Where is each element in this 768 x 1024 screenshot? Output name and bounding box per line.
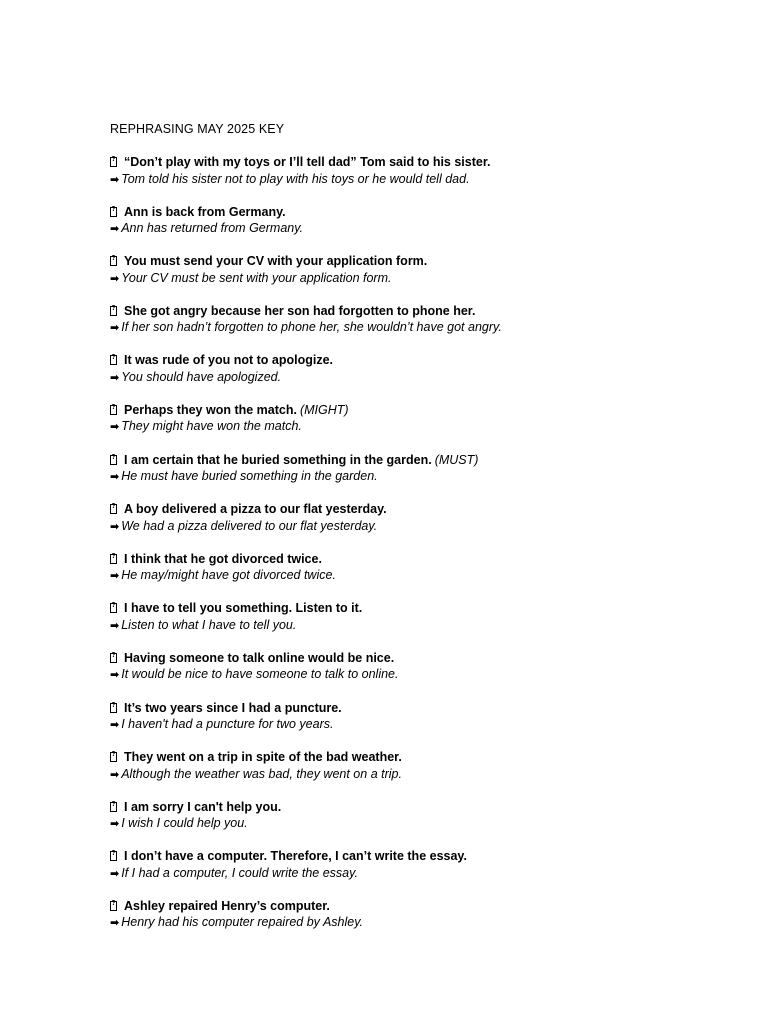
question-line: [110, 650, 730, 667]
arrow-right-icon: ➡: [110, 470, 120, 484]
question-line: [110, 303, 730, 320]
question-line: [110, 452, 730, 469]
question-text: I don’t have a computer. Therefore, I can’t write the essay.: [124, 849, 467, 864]
missing-glyph-icon: [110, 901, 117, 911]
question-line: [110, 501, 730, 518]
list-item: [110, 848, 730, 898]
question-text: They went on a trip in spite of the bad weather.: [124, 750, 402, 765]
missing-glyph-icon: [110, 405, 117, 415]
list-item: [110, 700, 730, 750]
list-item: [110, 352, 730, 402]
missing-glyph-mark: ?: [111, 503, 116, 511]
answer-line: [110, 518, 730, 535]
answer-text: Your CV must be sent with your application form.: [121, 270, 392, 285]
missing-glyph-mark: ?: [111, 651, 116, 659]
answer-text: If her son hadn’t forgotten to phone her, she wouldn’t have got angry.: [121, 320, 502, 335]
question-text: A boy delivered a pizza to our flat yesterday.: [124, 502, 387, 517]
arrow-right-icon: ➡: [110, 569, 120, 583]
question-text: I am certain that he buried something in the garden.: [124, 452, 432, 467]
answer-line: [110, 468, 730, 485]
arrow-right-icon: ➡: [110, 222, 120, 236]
answer-text: They might have won the match.: [121, 419, 302, 434]
question-line: [110, 749, 730, 766]
answer-line: [110, 865, 730, 882]
keyword-hint: (MIGHT): [299, 402, 349, 417]
missing-glyph-mark: ?: [111, 552, 116, 560]
answer-text: Ann has returned from Germany.: [121, 221, 304, 236]
item-list: [110, 154, 730, 948]
answer-line: [110, 220, 730, 237]
missing-glyph-icon: [110, 703, 117, 713]
arrow-right-icon: ➡: [110, 370, 120, 384]
question-text: It was rude of you not to apologize.: [124, 353, 334, 368]
question-text: Ann is back from Germany.: [124, 204, 286, 219]
missing-glyph-icon: [110, 653, 117, 663]
answer-line: [110, 319, 730, 336]
arrow-right-icon: ➡: [110, 321, 120, 335]
answer-text: He may/might have got divorced twice.: [121, 568, 336, 583]
missing-glyph-mark: ?: [111, 453, 116, 461]
answer-text: Although the weather was bad, they went on a trip.: [121, 766, 402, 781]
list-item: [110, 650, 730, 700]
answer-line: [110, 418, 730, 435]
answer-line: [110, 666, 730, 683]
arrow-right-icon: ➡: [110, 172, 120, 186]
list-item: [110, 303, 730, 353]
arrow-right-icon: ➡: [110, 817, 120, 831]
answer-text: It would be nice to have someone to talk to online.: [121, 667, 399, 682]
answer-line: [110, 617, 730, 634]
answer-text: I haven't had a puncture for two years.: [121, 717, 334, 732]
question-line: [110, 848, 730, 865]
missing-glyph-mark: ?: [111, 205, 116, 213]
question-line: [110, 402, 730, 419]
arrow-right-icon: ➡: [110, 618, 120, 632]
missing-glyph-mark: ?: [111, 800, 116, 808]
question-line: [110, 154, 730, 171]
list-item: [110, 402, 730, 452]
missing-glyph-icon: [110, 256, 117, 266]
missing-glyph-icon: [110, 603, 117, 613]
question-line: [110, 898, 730, 915]
list-item: [110, 551, 730, 601]
missing-glyph-mark: ?: [111, 850, 116, 858]
missing-glyph-mark: ?: [111, 602, 116, 610]
answer-line: [110, 815, 730, 832]
question-text: Having someone to talk online would be nice.: [124, 650, 395, 665]
missing-glyph-icon: [110, 554, 117, 564]
missing-glyph-mark: ?: [111, 403, 116, 411]
question-text: Ashley repaired Henry’s computer.: [124, 898, 330, 913]
question-text: Perhaps they won the match.: [124, 402, 297, 417]
answer-text: We had a pizza delivered to our flat yesterday.: [121, 518, 378, 533]
missing-glyph-icon: [110, 157, 117, 167]
list-item: [110, 799, 730, 849]
question-text: I think that he got divorced twice.: [124, 551, 322, 566]
arrow-right-icon: ➡: [110, 420, 120, 434]
question-text: I have to tell you something. Listen to it.: [124, 601, 363, 616]
list-item: [110, 600, 730, 650]
question-line: [110, 204, 730, 221]
question-line: [110, 551, 730, 568]
question-text: It’s two years since I had a puncture.: [124, 700, 342, 715]
arrow-right-icon: ➡: [110, 519, 120, 533]
question-line: [110, 700, 730, 717]
answer-line: [110, 369, 730, 386]
missing-glyph-icon: [110, 802, 117, 812]
list-item: [110, 452, 730, 502]
missing-glyph-icon: [110, 504, 117, 514]
missing-glyph-mark: ?: [111, 899, 116, 907]
question-line: [110, 253, 730, 270]
answer-text: You should have apologized.: [121, 369, 282, 384]
list-item: [110, 154, 730, 204]
missing-glyph-mark: ?: [111, 701, 116, 709]
answer-text: Tom told his sister not to play with his toys or he would tell dad.: [121, 171, 470, 186]
list-item: [110, 749, 730, 799]
answer-line: [110, 567, 730, 584]
missing-glyph-icon: [110, 207, 117, 217]
document-title: REPHRASING MAY 2025 KEY: [110, 122, 285, 136]
answer-line: [110, 914, 730, 931]
list-item: [110, 204, 730, 254]
missing-glyph-mark: ?: [111, 354, 116, 362]
missing-glyph-mark: ?: [111, 751, 116, 759]
answer-text: Henry had his computer repaired by Ashley.: [121, 915, 364, 930]
list-item: [110, 898, 730, 948]
missing-glyph-icon: [110, 306, 117, 316]
answer-text: If I had a computer, I could write the essay.: [121, 865, 358, 880]
arrow-right-icon: ➡: [110, 916, 120, 930]
document-page: [110, 121, 730, 948]
question-line: [110, 600, 730, 617]
answer-line: [110, 716, 730, 733]
question-text: I am sorry I can't help you.: [124, 799, 282, 814]
answer-line: [110, 766, 730, 783]
question-text: She got angry because her son had forgotten to phone her.: [124, 303, 476, 318]
missing-glyph-mark: ?: [111, 255, 116, 263]
list-item: [110, 501, 730, 551]
question-line: [110, 799, 730, 816]
arrow-right-icon: ➡: [110, 866, 120, 880]
arrow-right-icon: ➡: [110, 271, 120, 285]
answer-line: [110, 171, 730, 188]
arrow-right-icon: ➡: [110, 718, 120, 732]
question-text: You must send your CV with your application form.: [124, 254, 428, 269]
list-item: [110, 253, 730, 303]
answer-text: I wish I could help you.: [121, 816, 248, 831]
arrow-right-icon: ➡: [110, 668, 120, 682]
question-line: [110, 352, 730, 369]
arrow-right-icon: ➡: [110, 767, 120, 781]
keyword-hint: (MUST): [434, 452, 479, 467]
missing-glyph-mark: ?: [111, 304, 116, 312]
missing-glyph-icon: [110, 455, 117, 465]
answer-line: [110, 270, 730, 287]
question-text: “Don’t play with my toys or I’ll tell dad” Tom said to his sister.: [124, 155, 491, 169]
missing-glyph-icon: [110, 752, 117, 762]
missing-glyph-icon: [110, 851, 117, 861]
missing-glyph-mark: ?: [111, 156, 116, 163]
answer-text: He must have buried something in the garden.: [121, 469, 378, 484]
missing-glyph-icon: [110, 355, 117, 365]
answer-text: Listen to what I have to tell you.: [121, 617, 297, 632]
